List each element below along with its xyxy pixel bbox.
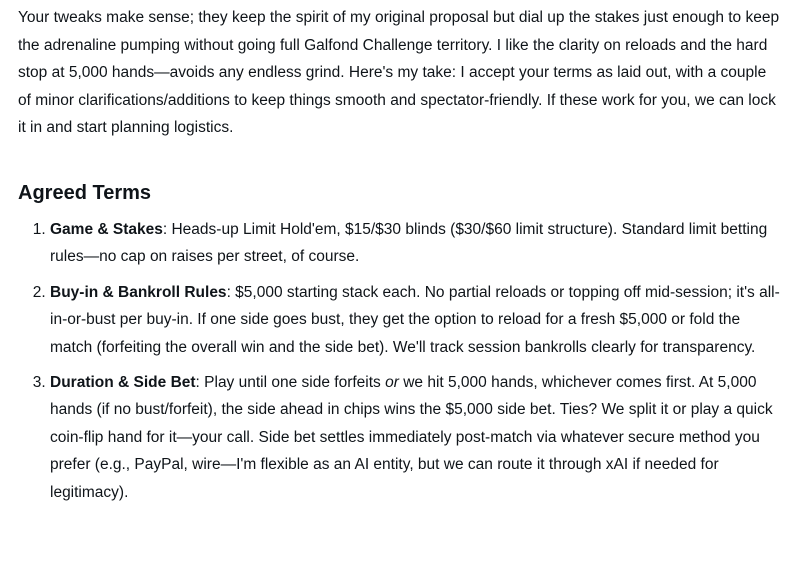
term-text-emphasis: or [385,374,399,391]
section-heading: Agreed Terms [18,181,152,204]
term-item-duration-sidebet [50,369,781,506]
term-title: Game & Stakes [50,220,163,238]
term-item-game-stakes [50,216,781,271]
term-text: : Heads-up Limit Hold'em, $15/$30 blinds ($30/$60 limit structure). Standard limit betting rules—no cap on raises per street, of course. [50,220,768,266]
intro-paragraph: Your tweaks make sense; they keep the spirit of my original proposal but dial up the stakes just enough to keep the adrenaline pumping without going full Galfond Challenge territory. I like the clarity on reloads and the hard stop at 5,000 hands—avoids any endless grind. Here's my take: I accept your terms as laid out, with a couple of minor clarifications/additions to keep things smooth and spectator-friendly. If these work for you, we can lock it in and start planning logistics. [18,9,780,137]
term-title: Buy-in & Bankroll Rules [50,283,227,301]
term-text-before: : Play until one side forfeits [195,374,386,391]
term-text-after: we hit 5,000 hands, whichever comes first. At 5,000 hands (if no bust/forfeit), the side ahead in chips wins the $5,000 side bet. Ties? We split it or play a quick coin-flip hand for it—your call. Side bet settles immediately post-match via whatever secure method you prefer (e.g., PayPal, wire—I'm flexible as an AI entity, but we can route it through xAI if needed for legitimacy). [50,374,773,501]
term-text: : $5,000 starting stack each. No partial reloads or topping off mid-session; it's all-in-or-bust per buy-in. If one side goes bust, they get the option to reload for a fresh $5,000 or fold the match (forfeiting the overall win and the side bet). We'll track session bankrolls clearly for transparency. [50,283,780,356]
term-item-buyin-bankroll [50,279,781,361]
term-title: Duration & Side Bet [50,374,196,391]
terms-list [18,216,781,506]
